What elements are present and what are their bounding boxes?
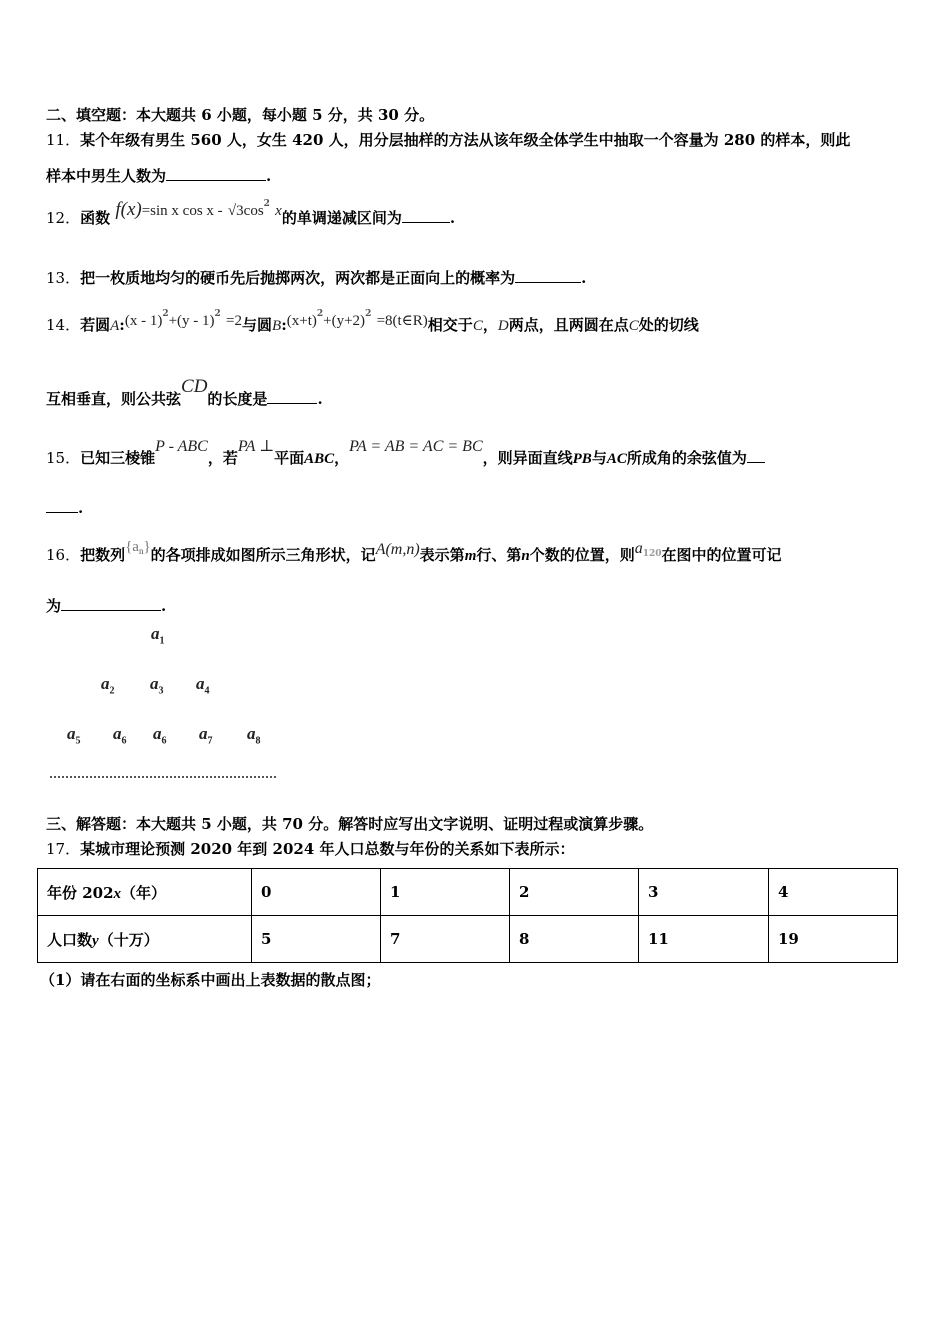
answer-blank[interactable]	[267, 391, 317, 404]
question-11-line-2: 样本中男生人数为 .	[46, 167, 272, 185]
term-a6-second: $a_6$	[153, 724, 167, 747]
table-cell: 5	[252, 916, 381, 963]
term-a8: $a_8$	[247, 724, 261, 747]
question-number: 12．	[46, 209, 81, 227]
table-cell: 1	[381, 869, 510, 916]
table-cell: 2	[510, 869, 639, 916]
row-header-year: 年份 202x（年）	[38, 869, 252, 916]
question-15-line-2: .	[46, 499, 83, 517]
term-a7: $a_7$	[199, 724, 213, 747]
continuation-dots	[50, 776, 276, 778]
question-17: 17．某城市理论预测 2020 年到 2024 年人口总数与年份的关系如下表所示：	[46, 840, 575, 858]
table-cell: 19	[769, 916, 898, 963]
question-16-line-2: 为 .	[46, 597, 167, 615]
question-number: 14．	[46, 316, 81, 334]
question-number: 17．	[46, 840, 81, 858]
question-16: 16．把数列$\{a_n\}$的各项排成如图所示三角形状，记A(m,n)表示第m行、第n个数的位置，则$a_{120}$在图中的位置可记	[46, 539, 782, 564]
table-cell: 7	[381, 916, 510, 963]
table-cell: 3	[639, 869, 769, 916]
table-cell: 0	[252, 869, 381, 916]
population-table	[37, 868, 898, 963]
table-row	[38, 869, 898, 916]
sequence-notation: $\{a_n\}$	[125, 539, 151, 556]
question-number: 15．	[46, 449, 81, 467]
a120-term: $a_{120}$	[634, 540, 662, 559]
section-2-heading: 二、填空题：本大题共 6 小题，每小题 5 分，共 30 分。	[46, 106, 435, 124]
term-a4: $a_4$	[196, 674, 210, 697]
question-13: 13．把一枚质地均匀的硬币先后抛掷两次，两次都是正面向上的概率为 .	[46, 269, 587, 287]
formula: f(x)=sin x cos x - $√3\cos^2$ x	[115, 199, 282, 220]
term-a3: $a_3$	[150, 674, 164, 697]
term-a2: $a_2$	[101, 674, 115, 697]
answer-blank-continued[interactable]	[46, 500, 78, 513]
circle-b-equation: $(x+t)^2+(y+2)^2$ =8(t∈R)	[286, 309, 428, 329]
question-11: 11．某个年级有男生 560 人，女生 420 人，用分层抽样的方法从该年级全体学生中抽取一个容量为 280 的样本，则此	[46, 131, 851, 149]
question-15: 15．已知三棱锥P - ABC，若PA ⊥平面ABC，PA = AB = AC = BC，则异面直线PB与AC所成角的余弦值为	[46, 447, 765, 468]
term-a6-first: $a_6$	[113, 724, 127, 747]
circle-a-equation: (x - 1)$^2$+(y - 1)$^2$ =2	[124, 309, 243, 329]
table-cell: 4	[769, 869, 898, 916]
answer-blank[interactable]	[747, 450, 765, 463]
question-14-line-2: 互相垂直，则公共弦CD的长度是 .	[46, 376, 323, 408]
table-cell: 11	[639, 916, 769, 963]
row-header-population: 人口数y（十万）	[38, 916, 252, 963]
section-3-heading: 三、解答题：本大题共 5 小题，共 70 分。解答时应写出文字说明、证明过程或演算步骤。	[46, 815, 654, 833]
question-number: 16．	[46, 546, 81, 564]
question-14: 14．若圆A:(x - 1)$^2$+(y - 1)$^2$ =2与圆$B:(x+t)^2+(y+2)^2$ =8(t∈R)相交于C，D两点，且两圆在点C处的切线	[46, 309, 699, 334]
question-number: 13．	[46, 269, 81, 287]
term-a5: $a_5$	[67, 724, 81, 747]
question-number: 11．	[46, 131, 81, 149]
question-12: 12．函数 f(x)=sin x cos x - $√3\cos^2$ x的单调递减区间为 .	[46, 199, 456, 227]
answer-blank[interactable]	[515, 270, 581, 283]
answer-blank[interactable]	[166, 168, 266, 181]
table-row	[38, 916, 898, 963]
term-a1: $a_1$	[151, 624, 165, 647]
answer-blank[interactable]	[402, 210, 450, 223]
answer-blank[interactable]	[61, 598, 161, 611]
table-cell: 8	[510, 916, 639, 963]
question-17-part-1: （1）请在右面的坐标系中画出上表数据的散点图；	[40, 971, 381, 989]
